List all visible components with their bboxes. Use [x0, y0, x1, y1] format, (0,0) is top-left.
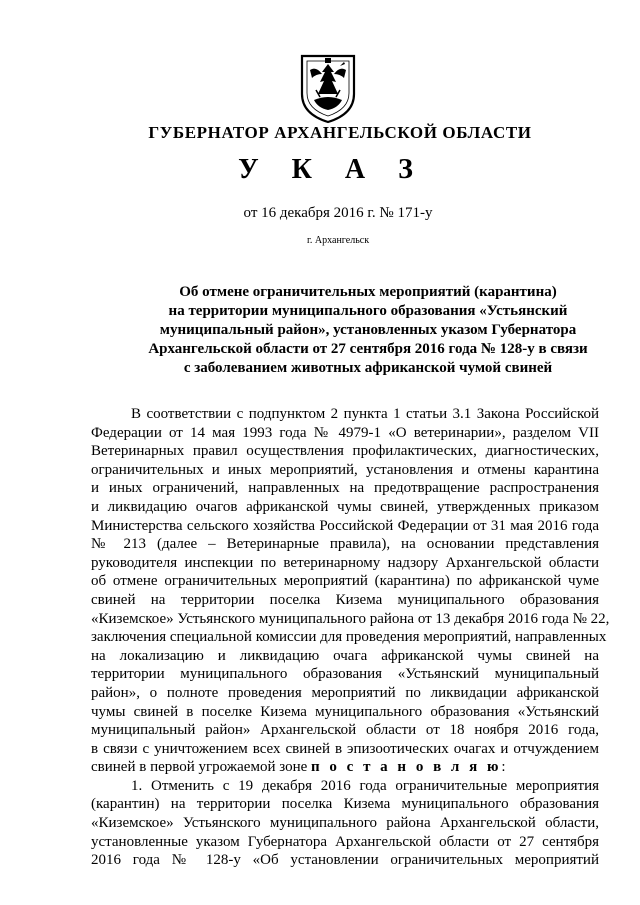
item-line: «Киземское» Устьянского муниципального района Архангельской области, — [91, 815, 599, 832]
body-line: район», о полноте проведения мероприятий по ликвидации африканской — [91, 684, 599, 701]
item-line: 1. Отменить с 19 декабря 2016 года ограничительные мероприятия — [131, 777, 599, 794]
item-line: (карантин) на территории поселка Кизема муниципального образования — [91, 796, 599, 813]
body-line: заключения специальной комиссии для проведения мероприятий, направленных — [91, 629, 607, 646]
heading-line: с заболеванием животных африканской чумой свиней — [183, 360, 553, 376]
body-line: руководителя инспекции по ветеринарному надзору Архангельской области — [91, 554, 599, 571]
body-line: ограничительных и иных мероприятий, установления и отмены карантина — [91, 461, 599, 478]
body-line: Ветеринарных правил осуществления профилактических, диагностических, — [91, 443, 599, 460]
organization-title: ГУБЕРНАТОР АРХАНГЕЛЬСКОЙ ОБЛАСТИ — [148, 123, 532, 142]
body-line: на локализацию и ликвидацию очага африканской чумы свиней на — [91, 647, 599, 664]
body-line: Федерации от 14 мая 1993 года № 4979-1 «О ветеринарии», разделом VII — [91, 424, 599, 441]
heading-line: Архангельской области от 27 сентября 2016 года № 128-у в связи — [148, 341, 588, 357]
body-line: территории муниципального образования «Устьянский муниципальный — [91, 666, 599, 683]
heading-line: Об отмене ограничительных мероприятий (карантина) — [179, 284, 557, 300]
heading-line: муниципальный район», установленных указом Губернатора — [159, 322, 577, 338]
body-line: и иных ограничений, направленных на предотвращение распространения — [91, 480, 599, 497]
body-line: Министерства сельского хозяйства Российской Федерации от 31 мая 2016 года — [91, 517, 599, 534]
body-line: об отмене ограничительных мероприятий (карантина) по африканской чуме — [91, 573, 599, 590]
coat-of-arms-icon — [298, 50, 358, 124]
city: г. Архангельск — [306, 235, 370, 246]
decree-body — [91, 405, 610, 870]
body-line: свиней на территории поселка Кизема муниципального образования — [91, 591, 599, 608]
body-line-prefix: свиней в первой угрожаемой зоне — [91, 759, 312, 776]
body-line: муниципальный район» Архангельской области от 18 ноября 2016 года, — [91, 722, 599, 739]
body-line-suffix: : — [501, 759, 506, 776]
body-line: в связи с уничтожением всех свиней в эпизоотических очагах и отчуждением — [91, 740, 599, 757]
date-and-number: от 16 декабря 2016 г. № 171-у — [243, 205, 433, 221]
body-line: № 213 (далее – Ветеринарные правила), на основании представления — [91, 536, 599, 553]
document-type: У К А З — [238, 154, 426, 185]
decree-keyword: п о с т а н о в л я ю — [311, 759, 502, 776]
item-line: установленные указом Губернатора Архангельской области от 27 сентября — [91, 833, 599, 850]
body-line: В соответствии с подпунктом 2 пункта 1 статьи 3.1 Закона Российской — [131, 406, 599, 422]
body-line: и ликвидацию очагов африканской чумы свиней, утвержденных приказом — [91, 498, 599, 515]
decree-heading — [60, 283, 640, 378]
body-line: чумы свиней в поселке Кизема муниципального образования «Устьянский — [91, 703, 599, 720]
body-line: «Киземское» Устьянского муниципального района от 13 декабря 2016 года № 22, — [91, 610, 610, 627]
body-line-decree — [91, 758, 599, 777]
item-line: 2016 года № 128-у «Об установлении ограничительных мероприятий — [91, 852, 599, 869]
heading-line: на территории муниципального образования «Устьянский — [168, 303, 568, 319]
